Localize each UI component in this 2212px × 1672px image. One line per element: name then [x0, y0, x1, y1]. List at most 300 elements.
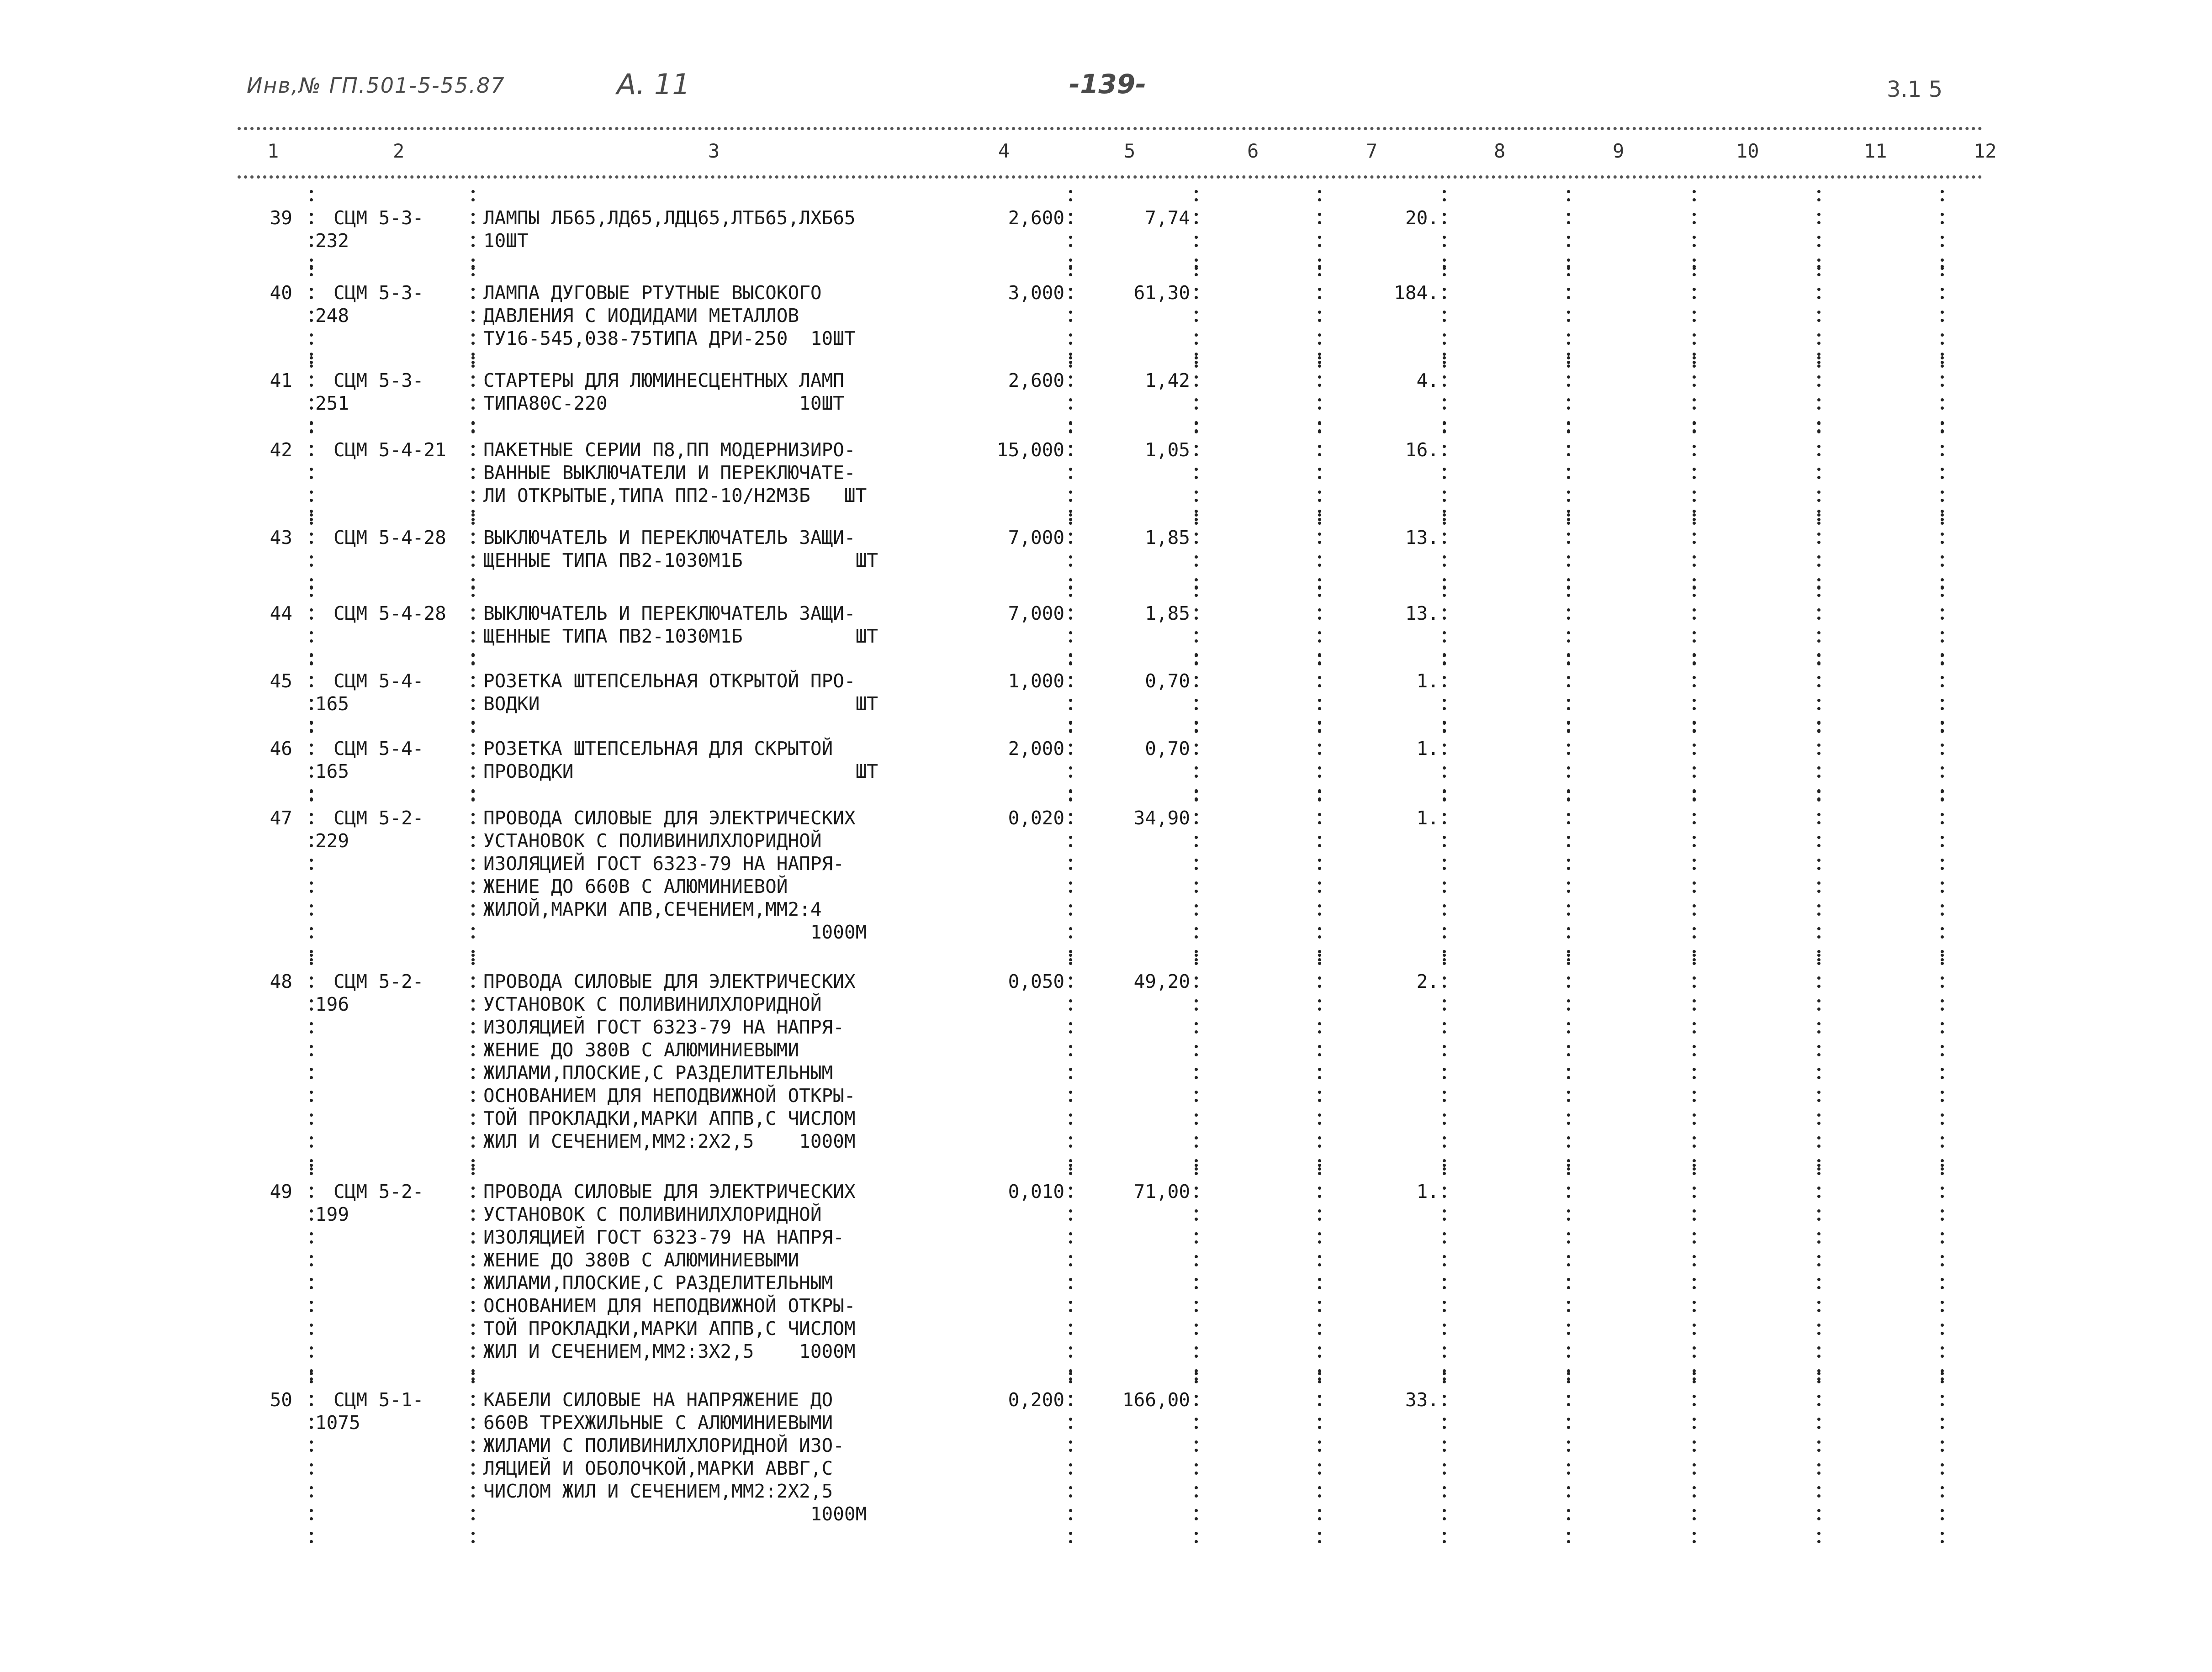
- column-separator-dot: [1567, 999, 1570, 1002]
- column-separator-dot: [471, 1195, 475, 1198]
- quantity-value: 7,000: [1008, 527, 1064, 549]
- column-separator-dot: [1693, 661, 1696, 665]
- column-separator-dot: [310, 844, 313, 847]
- column-header-11: 11: [1864, 140, 1887, 162]
- column-separator-dot: [1069, 976, 1072, 980]
- column-separator-dot: [310, 836, 313, 839]
- column-separator-dot: [1069, 912, 1072, 916]
- column-separator-dot: [1817, 1532, 1820, 1535]
- column-separator-dot: [1693, 296, 1696, 299]
- column-separator-dot: [1693, 1395, 1696, 1398]
- column-separator-dot: [1941, 1045, 1944, 1048]
- column-separator-dot: [1195, 265, 1198, 268]
- column-separator-dot: [1443, 608, 1446, 612]
- column-separator-dot: [1443, 1209, 1446, 1213]
- column-separator-dot: [310, 445, 313, 448]
- column-separator-dot: [1693, 1486, 1696, 1489]
- column-separator-dot: [1195, 1195, 1198, 1198]
- column-separator-dot: [1567, 1232, 1570, 1235]
- column-separator-dot: [1443, 541, 1446, 544]
- column-separator-dot: [1693, 1113, 1696, 1117]
- column-separator-dot: [1941, 398, 1944, 401]
- column-separator-dot: [310, 361, 313, 364]
- column-separator-dot: [1069, 236, 1072, 239]
- column-separator-dot: [1693, 190, 1696, 193]
- column-separator-dot: [1567, 684, 1570, 687]
- column-separator-dot: [1567, 1053, 1570, 1056]
- column-separator-dot: [1318, 1403, 1321, 1406]
- column-separator-dot: [1318, 1395, 1321, 1398]
- column-separator-dot: [1817, 594, 1820, 597]
- column-separator-dot: [310, 729, 313, 732]
- column-separator-dot: [1069, 1145, 1072, 1148]
- description-line: 660В ТРЕХЖИЛЬНЫЕ С АЛЮМИНИЕВЫМИ: [483, 1412, 833, 1434]
- column-separator-dot: [1318, 453, 1321, 456]
- column-separator-dot: [1443, 1099, 1446, 1102]
- column-separator-dot: [310, 1440, 313, 1444]
- column-separator-dot: [1443, 1007, 1446, 1011]
- column-separator-dot: [1817, 721, 1820, 724]
- column-separator-dot: [1443, 836, 1446, 839]
- column-separator-dot: [1817, 518, 1820, 521]
- column-separator-dot: [310, 1022, 313, 1025]
- column-separator-dot: [1817, 904, 1820, 907]
- column-separator-dot: [1693, 1263, 1696, 1266]
- column-separator-dot: [471, 1346, 475, 1350]
- column-separator-dot: [1941, 499, 1944, 502]
- column-separator-dot: [1069, 533, 1072, 536]
- column-separator-dot: [1069, 564, 1072, 567]
- column-separator-dot: [310, 954, 313, 957]
- column-separator-dot: [1069, 453, 1072, 456]
- column-separator-dot: [1941, 1164, 1944, 1167]
- column-separator-dot: [1069, 288, 1072, 291]
- column-separator-dot: [1817, 927, 1820, 930]
- column-separator-dot: [1693, 213, 1696, 216]
- column-separator-dot: [1318, 1218, 1321, 1221]
- column-separator-dot: [310, 699, 313, 702]
- column-separator-dot: [1069, 985, 1072, 988]
- column-separator-dot: [1693, 361, 1696, 364]
- column-separator-dot: [1693, 1145, 1696, 1148]
- row-number: 48: [270, 970, 292, 992]
- column-separator-dot: [1195, 398, 1198, 401]
- column-separator-dot: [471, 585, 475, 589]
- column-separator-dot: [310, 244, 313, 247]
- column-separator-dot: [471, 1286, 475, 1289]
- column-separator-dot: [471, 476, 475, 479]
- resource-code: СЦМ 5-4-: [333, 738, 424, 760]
- column-separator-dot: [1567, 661, 1570, 665]
- resource-code: 229: [315, 830, 349, 852]
- column-separator-dot: [1318, 244, 1321, 247]
- column-header-7: 7: [1366, 140, 1378, 162]
- column-separator-dot: [471, 798, 475, 802]
- column-separator-dot: [1693, 721, 1696, 724]
- column-separator-dot: [1941, 1113, 1944, 1117]
- unit-price-value: 166,00: [1122, 1389, 1190, 1411]
- column-separator-dot: [1941, 1007, 1944, 1011]
- description-line: РОЗЕТКА ШТЕПСЕЛЬНАЯ ДЛЯ СКРЫТОЙ: [483, 738, 833, 760]
- resource-code: СЦМ 5-2-: [333, 970, 424, 992]
- column-separator-dot: [1817, 1463, 1820, 1466]
- column-separator-dot: [1693, 1007, 1696, 1011]
- column-separator-dot: [1941, 881, 1944, 885]
- total-value: 1.: [1416, 738, 1439, 760]
- column-separator-dot: [310, 1517, 313, 1520]
- column-separator-dot: [1567, 541, 1570, 544]
- column-separator-dot: [1195, 976, 1198, 980]
- column-separator-dot: [471, 1278, 475, 1281]
- column-separator-dot: [1941, 935, 1944, 939]
- column-separator-dot: [1195, 684, 1198, 687]
- column-separator-dot: [1567, 1209, 1570, 1213]
- total-value: 13.: [1405, 602, 1439, 624]
- column-separator-dot: [1318, 699, 1321, 702]
- quantity-value: 0,200: [1008, 1389, 1064, 1411]
- column-separator-dot: [1318, 766, 1321, 770]
- column-separator-dot: [310, 265, 313, 268]
- description-line: УСТАНОВОК С ПОЛИВИНИЛХЛОРИДНОЙ: [483, 1203, 822, 1225]
- column-header-2: 2: [393, 140, 405, 162]
- column-separator-dot: [1069, 1091, 1072, 1094]
- column-separator-dot: [1817, 775, 1820, 778]
- column-separator-dot: [310, 1540, 313, 1543]
- column-separator-dot: [1069, 904, 1072, 907]
- resource-code: СЦМ 5-3-: [333, 282, 424, 304]
- column-separator-dot: [1941, 319, 1944, 322]
- column-separator-dot: [1318, 935, 1321, 939]
- column-header-1: 1: [267, 140, 279, 162]
- column-separator-dot: [1693, 766, 1696, 770]
- column-separator-dot: [1195, 631, 1198, 634]
- column-separator-dot: [1567, 491, 1570, 494]
- column-separator-dot: [1195, 1172, 1198, 1175]
- column-separator-dot: [471, 1395, 475, 1398]
- description-line: ЛИ ОТКРЫТЫЕ,ТИПА ПП2-10/Н2М3Б ШТ: [483, 485, 867, 506]
- quantity-value: 2,600: [1008, 207, 1064, 229]
- column-separator-dot: [1443, 1045, 1446, 1048]
- column-separator-dot: [1195, 1007, 1198, 1011]
- column-separator-dot: [1941, 510, 1944, 513]
- column-separator-dot: [1195, 499, 1198, 502]
- column-separator-dot: [1195, 445, 1198, 448]
- column-header-4: 4: [998, 140, 1010, 162]
- column-separator-dot: [1318, 631, 1321, 634]
- column-separator-dot: [310, 1372, 313, 1375]
- column-separator-dot: [1443, 912, 1446, 916]
- column-separator-dot: [1318, 684, 1321, 687]
- column-separator-dot: [1443, 236, 1446, 239]
- column-separator-dot: [1443, 445, 1446, 448]
- column-separator-dot: [1318, 1209, 1321, 1213]
- column-separator-dot: [1195, 476, 1198, 479]
- column-separator-dot: [1941, 265, 1944, 268]
- column-separator-dot: [1941, 533, 1944, 536]
- column-separator-dot: [471, 744, 475, 747]
- description-line: УСТАНОВОК С ПОЛИВИНИЛХЛОРИДНОЙ: [483, 830, 822, 852]
- column-separator-dot: [1693, 288, 1696, 291]
- column-separator-dot: [1195, 813, 1198, 816]
- column-separator-dot: [1567, 430, 1570, 433]
- column-separator-dot: [310, 468, 313, 471]
- column-separator-dot: [1567, 555, 1570, 559]
- column-separator-dot: [1817, 1309, 1820, 1312]
- column-separator-dot: [1817, 1113, 1820, 1117]
- column-separator-dot: [1443, 1301, 1446, 1304]
- column-separator-dot: [1567, 890, 1570, 893]
- column-separator-dot: [471, 541, 475, 544]
- resource-code: 232: [315, 230, 349, 252]
- column-separator-dot: [471, 1486, 475, 1489]
- resource-code: СЦМ 5-1-: [333, 1389, 424, 1411]
- column-separator-dot: [1567, 236, 1570, 239]
- column-separator-dot: [1318, 533, 1321, 536]
- column-separator-dot: [1817, 533, 1820, 536]
- column-separator-dot: [1693, 1122, 1696, 1125]
- description-line: ЖИЛАМИ С ПОЛИВИНИЛХЛОРИДНОЙ ИЗО-: [483, 1435, 844, 1456]
- column-separator-dot: [1817, 1440, 1820, 1444]
- column-separator-dot: [1318, 468, 1321, 471]
- column-separator-dot: [471, 1232, 475, 1235]
- column-separator-dot: [1195, 353, 1198, 356]
- column-separator-dot: [1693, 798, 1696, 802]
- column-separator-dot: [1318, 798, 1321, 802]
- column-separator-dot: [1941, 631, 1944, 634]
- column-separator-dot: [1817, 555, 1820, 559]
- column-separator-dot: [1443, 798, 1446, 802]
- column-separator-dot: [471, 1355, 475, 1358]
- column-separator-dot: [1817, 422, 1820, 425]
- column-separator-dot: [1941, 752, 1944, 755]
- column-separator-dot: [471, 1218, 475, 1221]
- column-separator-dot: [1693, 927, 1696, 930]
- column-separator-dot: [1443, 881, 1446, 885]
- column-separator-dot: [471, 881, 475, 885]
- column-separator-dot: [471, 1022, 475, 1025]
- column-separator-dot: [1941, 1532, 1944, 1535]
- column-separator-dot: [1069, 1122, 1072, 1125]
- column-separator-dot: [310, 821, 313, 824]
- column-separator-dot: [1069, 333, 1072, 337]
- column-separator-dot: [1693, 1517, 1696, 1520]
- column-separator-dot: [1941, 1301, 1944, 1304]
- column-separator-dot: [1443, 1486, 1446, 1489]
- column-separator-dot: [1443, 867, 1446, 870]
- column-separator-dot: [1693, 1068, 1696, 1071]
- column-separator-dot: [471, 766, 475, 770]
- column-separator-dot: [1069, 342, 1072, 345]
- column-separator-dot: [1941, 1332, 1944, 1335]
- column-separator-dot: [310, 798, 313, 802]
- quantity-value: 0,010: [1008, 1181, 1064, 1203]
- column-separator-dot: [1443, 1278, 1446, 1281]
- description-line: 1000М: [483, 921, 867, 943]
- description-line: 10ШТ: [483, 230, 529, 252]
- column-separator-dot: [1693, 1472, 1696, 1475]
- column-separator-dot: [1817, 311, 1820, 314]
- column-separator-dot: [1195, 221, 1198, 224]
- description-line: ПАКЕТНЫЕ СЕРИИ П8,ПП МОДЕРНИЗИРО-: [483, 439, 856, 461]
- column-separator-dot: [1195, 1113, 1198, 1117]
- column-separator-dot: [1443, 639, 1446, 643]
- column-separator-dot: [1567, 752, 1570, 755]
- column-separator-dot: [1195, 1076, 1198, 1079]
- column-separator-dot: [1195, 375, 1198, 379]
- column-separator-dot: [1941, 775, 1944, 778]
- column-separator-dot: [1318, 1187, 1321, 1190]
- column-separator-dot: [1069, 198, 1072, 201]
- column-separator-dot: [1941, 564, 1944, 567]
- column-separator-dot: [1318, 510, 1321, 513]
- column-separator-dot: [1567, 1418, 1570, 1421]
- column-separator-dot: [1318, 1007, 1321, 1011]
- column-separator-dot: [1567, 375, 1570, 379]
- column-separator-dot: [1693, 1172, 1696, 1175]
- column-separator-dot: [471, 1045, 475, 1048]
- column-separator-dot: [1195, 1346, 1198, 1350]
- column-separator-dot: [1318, 384, 1321, 387]
- column-separator-dot: [1318, 1440, 1321, 1444]
- column-separator-dot: [471, 1053, 475, 1056]
- column-separator-dot: [1693, 518, 1696, 521]
- column-separator-dot: [310, 653, 313, 656]
- column-separator-dot: [1443, 265, 1446, 268]
- column-separator-dot: [1318, 1195, 1321, 1198]
- total-value: 1.: [1416, 670, 1439, 692]
- description-line: ЖИЛ И СЕЧЕНИЕМ,ММ2:2Х2,5 1000М: [483, 1130, 856, 1152]
- resource-code: 199: [315, 1203, 349, 1225]
- column-separator-dot: [1443, 1145, 1446, 1148]
- column-separator-dot: [1069, 676, 1072, 679]
- column-separator-dot: [1693, 1309, 1696, 1312]
- column-separator-dot: [1693, 422, 1696, 425]
- column-separator-dot: [471, 608, 475, 612]
- column-separator-dot: [471, 844, 475, 847]
- column-separator-dot: [1318, 406, 1321, 410]
- column-separator-dot: [1443, 1022, 1446, 1025]
- column-separator-dot: [1817, 954, 1820, 957]
- column-separator-dot: [1941, 361, 1944, 364]
- column-separator-dot: [1941, 1195, 1944, 1198]
- column-separator-dot: [1693, 594, 1696, 597]
- column-separator-dot: [471, 518, 475, 521]
- column-separator-dot: [1195, 699, 1198, 702]
- column-separator-dot: [1443, 1324, 1446, 1327]
- column-separator-dot: [310, 1532, 313, 1535]
- column-separator-dot: [1069, 1240, 1072, 1244]
- column-separator-dot: [1941, 744, 1944, 747]
- column-separator-dot: [1941, 491, 1944, 494]
- column-separator-dot: [310, 273, 313, 276]
- unit-price-value: 1,05: [1145, 439, 1190, 461]
- column-separator-dot: [1693, 384, 1696, 387]
- column-separator-dot: [1443, 1449, 1446, 1452]
- column-separator-dot: [1318, 564, 1321, 567]
- column-separator-dot: [1318, 744, 1321, 747]
- quantity-value: 3,000: [1008, 282, 1064, 304]
- column-separator-dot: [1817, 265, 1820, 268]
- description-line: ПРОВОДА СИЛОВЫЕ ДЛЯ ЭЛЕКТРИЧЕСКИХ: [483, 807, 856, 829]
- column-separator-dot: [310, 1509, 313, 1512]
- column-separator-dot: [1195, 273, 1198, 276]
- column-separator-dot: [1195, 1091, 1198, 1094]
- column-separator-dot: [471, 1403, 475, 1406]
- column-separator-dot: [1693, 699, 1696, 702]
- column-separator-dot: [1069, 1494, 1072, 1498]
- column-separator-dot: [1195, 1403, 1198, 1406]
- column-separator-dot: [471, 1418, 475, 1421]
- column-separator-dot: [471, 890, 475, 893]
- column-separator-dot: [1567, 1426, 1570, 1429]
- column-separator-dot: [1443, 430, 1446, 433]
- column-separator-dot: [310, 1172, 313, 1175]
- column-separator-dot: [1567, 1145, 1570, 1148]
- column-separator-dot: [1941, 1172, 1944, 1175]
- column-separator-dot: [1941, 890, 1944, 893]
- column-separator-dot: [1567, 198, 1570, 201]
- column-separator-dot: [1941, 518, 1944, 521]
- column-separator-dot: [1195, 1395, 1198, 1398]
- column-separator-dot: [1567, 1099, 1570, 1102]
- column-separator-dot: [471, 821, 475, 824]
- column-separator-dot: [1941, 798, 1944, 802]
- column-separator-dot: [1817, 1332, 1820, 1335]
- column-separator-dot: [310, 985, 313, 988]
- column-header-10: 10: [1736, 140, 1759, 162]
- column-separator-dot: [1318, 1278, 1321, 1281]
- column-separator-dot: [1941, 333, 1944, 337]
- column-separator-dot: [1693, 867, 1696, 870]
- column-separator-dot: [1069, 617, 1072, 620]
- column-separator-dot: [1693, 1332, 1696, 1335]
- column-separator-dot: [1693, 1286, 1696, 1289]
- column-separator-dot: [1693, 821, 1696, 824]
- column-separator-dot: [1069, 1517, 1072, 1520]
- column-separator-dot: [1941, 1136, 1944, 1139]
- column-separator-dot: [1318, 653, 1321, 656]
- column-separator-dot: [1567, 319, 1570, 322]
- unit-price-value: 0,70: [1145, 738, 1190, 760]
- sheet-label: А. 11: [617, 68, 690, 101]
- column-separator-dot: [1069, 1076, 1072, 1079]
- column-separator-dot: [1567, 1091, 1570, 1094]
- description-line: ИЗОЛЯЦИЕЙ ГОСТ 6323-79 НА НАПРЯ-: [483, 853, 844, 875]
- column-separator-dot: [310, 1164, 313, 1167]
- column-separator-dot: [1567, 453, 1570, 456]
- column-separator-dot: [1443, 1472, 1446, 1475]
- column-separator-dot: [471, 790, 475, 793]
- column-header-8: 8: [1494, 140, 1506, 162]
- column-separator-dot: [1817, 1022, 1820, 1025]
- column-separator-dot: [1567, 1355, 1570, 1358]
- column-separator-dot: [1567, 510, 1570, 513]
- column-separator-dot: [1941, 1463, 1944, 1466]
- column-separator-dot: [310, 639, 313, 643]
- column-separator-dot: [310, 1209, 313, 1213]
- column-separator-dot: [310, 775, 313, 778]
- column-separator-dot: [1693, 954, 1696, 957]
- column-separator-dot: [1318, 518, 1321, 521]
- column-separator-dot: [1443, 976, 1446, 980]
- column-separator-dot: [1693, 1372, 1696, 1375]
- column-separator-dot: [1195, 518, 1198, 521]
- column-separator-dot: [1693, 1164, 1696, 1167]
- column-separator-dot: [471, 775, 475, 778]
- column-separator-dot: [1941, 927, 1944, 930]
- column-separator-dot: [310, 1007, 313, 1011]
- column-separator-dot: [1195, 1509, 1198, 1512]
